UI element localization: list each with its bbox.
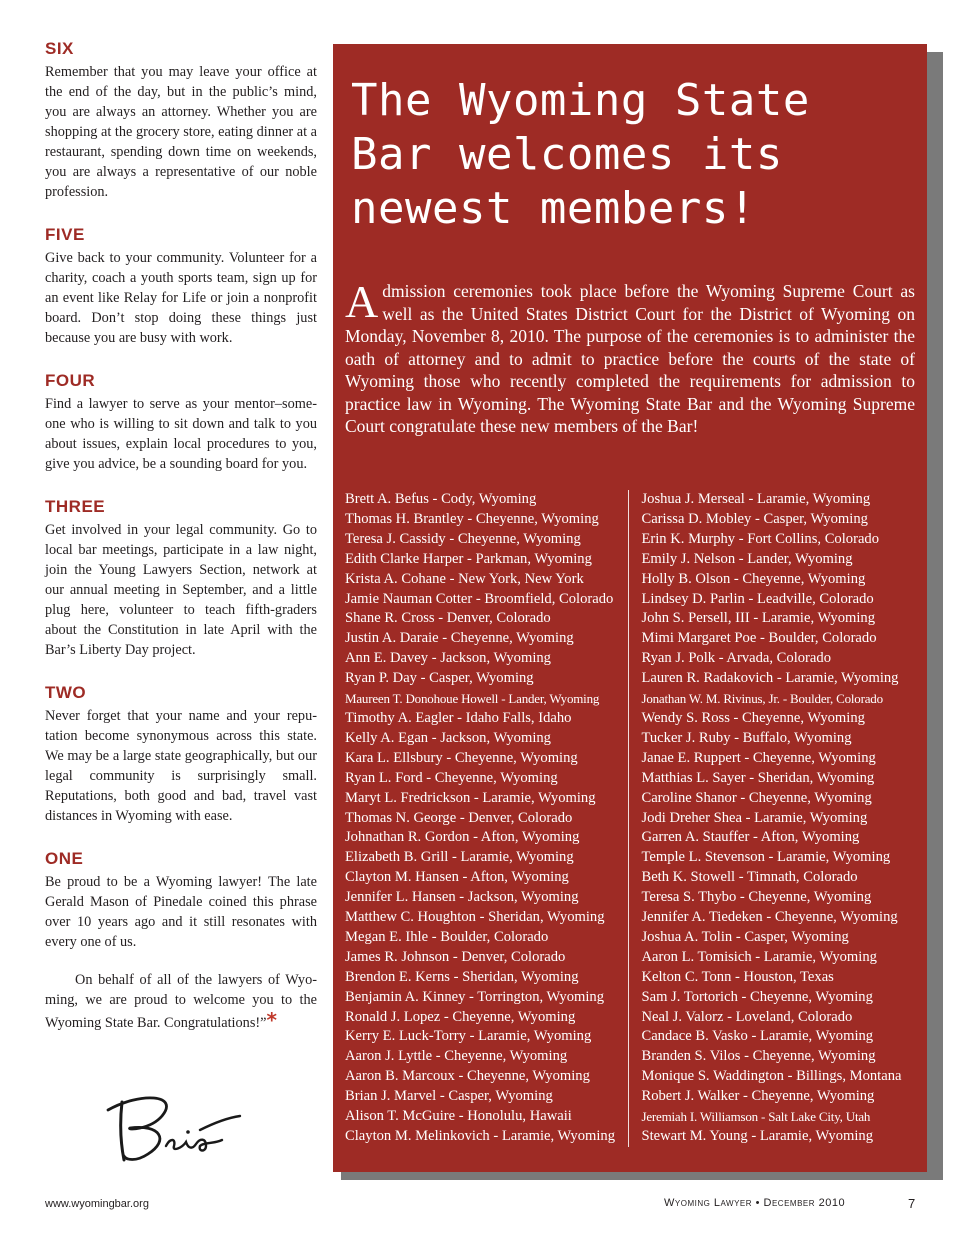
panel-headline: The Wyoming State Bar welcomes its newest members! [351, 75, 810, 234]
member-entry: Elizabeth B. Grill - Laramie, Wyoming [345, 849, 574, 866]
member-entry: Jennifer L. Hansen - Jackson, Wyoming [345, 889, 579, 906]
publication-name: Wyoming Lawyer [664, 1197, 753, 1209]
member-entry: Stewart M. Young - Laramie, Wyoming [641, 1128, 873, 1144]
tip-one [45, 848, 317, 952]
member-entry: Caroline Shanor - Cheyenne, Wyoming [641, 789, 872, 806]
member-entry: Thomas H. Brantley - Cheyenne, Wyoming [345, 510, 599, 527]
member-entry: Teresa J. Cassidy - Cheyenne, Wyoming [345, 530, 581, 547]
member-entry: Jennifer A. Tiedeken - Cheyenne, Wyoming [641, 909, 898, 926]
member-entry: Beth K. Stowell - Timnath, Colorado [641, 869, 858, 886]
member-entry: Tucker J. Ruby - Buffalo, Wyoming [641, 729, 852, 746]
tip-heading: TWO [45, 683, 87, 702]
member-entry: Maryt L. Fredrickson - Laramie, Wyoming [345, 789, 596, 806]
member-entry: John S. Persell, III - Laramie, Wyoming [641, 610, 875, 627]
member-entry: Brian J. Marvel - Casper, Wyoming [345, 1088, 553, 1105]
member-entry: Joshua J. Merseal - Laramie, Wyoming [641, 491, 871, 507]
tip-three [45, 496, 317, 660]
member-entry: Justin A. Daraie - Cheyenne, Wyoming [345, 630, 574, 647]
member-entry: Branden S. Vilos - Cheyenne, Wyoming [641, 1048, 876, 1065]
member-entry: Thomas N. George - Denver, Colorado [345, 809, 573, 826]
footer-separator: • [755, 1197, 760, 1209]
member-entry: Erin K. Murphy - Fort Collins, Colorado [641, 530, 880, 547]
member-entry: Wendy S. Ross - Cheyenne, Wyoming [641, 709, 865, 726]
member-entry: Matthias L. Sayer - Sheridan, Wyoming [641, 769, 875, 786]
tip-body: Get involved in your legal community. Go to local bar meetings, participate in a law night, join the Young Lawyers Section, network at our annual meeting in September, and a little plug here, volunteer to teach fifth-graders about the Constitution in late April with the Bar’s Liberty Day project. [45, 522, 317, 658]
member-entry: Temple L. Stevenson - Laramie, Wyoming [641, 849, 891, 866]
tip-body: Find a lawyer to serve as your mentor–someone who is willing to sit down and talk to you about issues, explain local procedures to you, give you advice, be a sounding board for you. [45, 396, 317, 472]
tip-four [45, 370, 317, 474]
member-entry: Timothy A. Eagler - Idaho Falls, Idaho [345, 709, 572, 726]
member-entry: Aaron B. Marcoux - Cheyenne, Wyoming [345, 1068, 590, 1085]
member-entry: Clayton M. Hansen - Afton, Wyoming [345, 869, 569, 886]
member-entry: Neal J. Valorz - Loveland, Colorado [641, 1008, 853, 1025]
member-entry: Aaron J. Lyttle - Cheyenne, Wyoming [345, 1048, 568, 1065]
member-entry: Monique S. Waddington - Billings, Montana [641, 1068, 902, 1085]
member-entry: Jeremiah I. Williamson - Salt Lake City, Utah [641, 1109, 871, 1125]
signature-image [100, 1090, 250, 1170]
tip-heading: FIVE [45, 225, 85, 244]
tip-two [45, 682, 317, 826]
member-entry: Ryan J. Polk - Arvada, Colorado [641, 650, 831, 667]
member-entry: Jodi Dreher Shea - Laramie, Wyoming [641, 809, 868, 826]
footer-publication [664, 1197, 845, 1209]
member-entry: Emily J. Nelson - Lander, Wyoming [641, 550, 853, 567]
asterisk-icon: * [266, 1008, 277, 1032]
member-entry: Janae E. Ruppert - Cheyenne, Wyoming [641, 749, 876, 766]
member-entry: Johnathan R. Gordon - Afton, Wyoming [345, 829, 580, 846]
member-entry: Garren A. Stauffer - Afton, Wyoming [641, 829, 860, 846]
member-entry: Maureen T. Donohoue Howell - Lander, Wyoming [345, 691, 600, 707]
member-entry: Aaron L. Tomisich - Laramie, Wyoming [641, 948, 877, 965]
member-entry: Edith Clarke Harper - Parkman, Wyoming [345, 550, 592, 567]
members-column-left [345, 490, 628, 1147]
issue-date: December 2010 [763, 1197, 846, 1209]
tip-heading: ONE [45, 849, 84, 868]
tip-six [45, 38, 317, 202]
intro-paragraph [345, 276, 915, 438]
page-number: 7 [908, 1196, 916, 1211]
members-list [345, 490, 915, 1147]
tip-heading: FOUR [45, 371, 96, 390]
member-entry: Holly B. Olson - Cheyenne, Wyoming [641, 570, 866, 587]
member-entry: Brett A. Befus - Cody, Wyoming [345, 491, 537, 507]
member-entry: Mimi Margaret Poe - Boulder, Colorado [641, 630, 877, 647]
closing-text: On behalf of all of the lawyers of Wyoming, we are proud to welcome you to the Wyoming State Bar. Congratulations!” [45, 972, 317, 1031]
member-entry: Ann E. Davey - Jackson, Wyoming [345, 650, 551, 667]
tip-heading: THREE [45, 497, 106, 516]
member-entry: Carissa D. Mobley - Casper, Wyoming [641, 510, 868, 527]
member-entry: Joshua A. Tolin - Casper, Wyoming [641, 928, 849, 945]
new-members-panel [333, 44, 927, 1172]
intro-text: dmission ceremonies took place before the Wyoming Supreme Court as well as the United States District Court for the District of Wyoming on Monday, November 8, 2010. The purpose of the ceremonies is to administer the oath of attorney and to admit to practice before the courts of the state of Wyoming those who recently completed the requirements for admission to practice law in Wyoming. The Wyoming State Bar and the Wyoming Supreme Court congratulate these new members of the Bar! [345, 281, 915, 436]
member-entry: Kerry E. Luck-Torry - Laramie, Wyoming [345, 1028, 592, 1045]
member-entry: Jonathan W. M. Rivinus, Jr. - Boulder, Colorado [641, 691, 883, 707]
drop-cap: A [345, 276, 379, 327]
member-entry: Benjamin A. Kinney - Torrington, Wyoming [345, 988, 605, 1005]
member-entry: Kelly A. Egan - Jackson, Wyoming [345, 729, 551, 746]
tip-body: Never forget that your name and your reputation become synonymous across this state. We may be a large state geographically, but our legal community is surprisingly small. Reputations, both good and bad, travel vast distances in Wyoming with ease. [45, 708, 317, 824]
tip-body: Be proud to be a Wyoming lawyer! The late Gerald Mason of Pinedale coined this phrase over 10 years ago and it still resonates with every one of us. [45, 874, 317, 950]
member-entry: Ryan P. Day - Casper, Wyoming [345, 670, 534, 687]
member-entry: Matthew C. Houghton - Sheridan, Wyoming [345, 909, 605, 926]
tips-column [45, 38, 317, 1033]
member-entry: Candace B. Vasko - Laramie, Wyoming [641, 1028, 874, 1045]
member-entry: Krista A. Cohane - New York, New York [345, 570, 584, 587]
member-entry: Shane R. Cross - Denver, Colorado [345, 610, 551, 627]
member-entry: Sam J. Tortorich - Cheyenne, Wyoming [641, 988, 873, 1005]
member-entry: Clayton M. Melinkovich - Laramie, Wyoming [345, 1128, 616, 1144]
member-entry: Kelton C. Tonn - Houston, Texas [641, 968, 834, 985]
tip-body: Remember that you may leave your office at the end of the day, but in the public’s mind, you are always an attorney. Whether you are shopping at the grocery store, eating dinner at a restaurant, spending down time on weekends, you are always a representative of our noble profession. [45, 64, 317, 200]
member-entry: Robert J. Walker - Cheyenne, Wyoming [641, 1088, 875, 1105]
footer-website: www.wyomingbar.org [45, 1198, 149, 1210]
member-entry: Jamie Nauman Cotter - Broomfield, Colorado [345, 590, 614, 607]
member-entry: Brendon E. Kerns - Sheridan, Wyoming [345, 968, 579, 985]
tip-heading: SIX [45, 39, 74, 58]
member-entry: Ronald J. Lopez - Cheyenne, Wyoming [345, 1008, 576, 1025]
tip-five [45, 224, 317, 348]
member-entry: Alison T. McGuire - Honolulu, Hawaii [345, 1108, 572, 1125]
member-entry: Ryan L. Ford - Cheyenne, Wyoming [345, 769, 558, 786]
closing-paragraph [45, 970, 317, 1033]
member-entry: Megan E. Ihle - Boulder, Colorado [345, 928, 549, 945]
member-entry: Lindsey D. Parlin - Leadville, Colorado [641, 590, 874, 607]
member-entry: James R. Johnson - Denver, Colorado [345, 948, 566, 965]
member-entry: Kara L. Ellsbury - Cheyenne, Wyoming [345, 749, 578, 766]
tip-body: Give back to your community. Volunteer for a charity, coach a youth sports team, sign up for an event like Relay for Life or join a nonprofit board. Don’t stop doing these things just because you are busy with work. [45, 250, 317, 346]
member-entry: Teresa S. Thybo - Cheyenne, Wyoming [641, 889, 872, 906]
members-column-right [628, 490, 915, 1147]
member-entry: Lauren R. Radakovich - Laramie, Wyoming [641, 670, 899, 687]
